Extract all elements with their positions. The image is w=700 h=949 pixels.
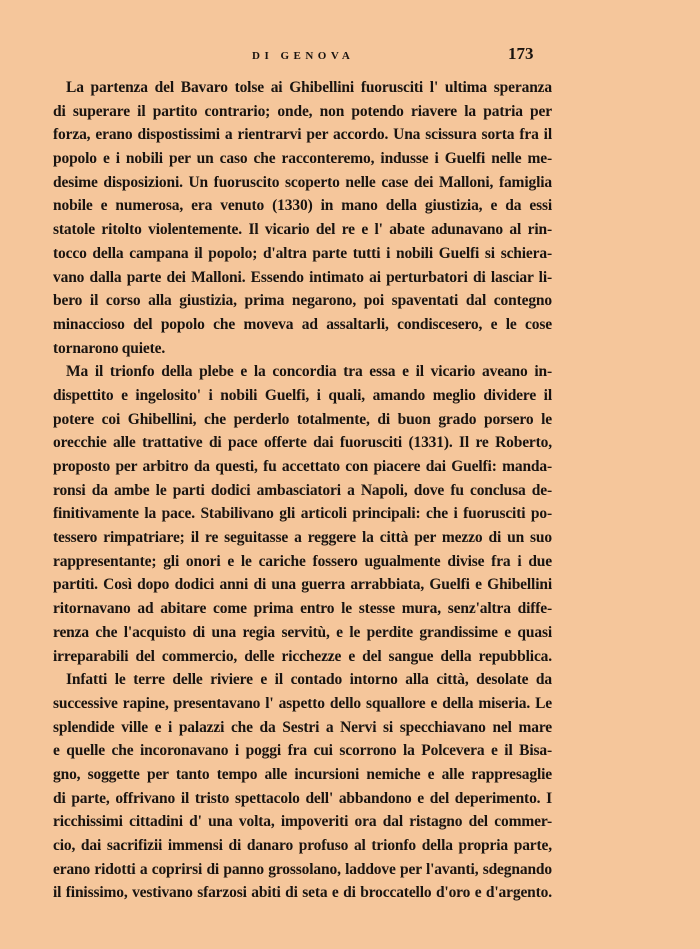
text-line: ronsi da ambe le parti dodici ambasciatori a Napoli, dove fu conclusa de- bbox=[53, 481, 552, 499]
text-line: statole ritolto violentemente. Il vicario del re e l' abate adunavano al rin- bbox=[53, 221, 552, 239]
text-line: ritornavano ad abitare come prima entro le stesse mura, senz'altra diffe- bbox=[53, 600, 552, 618]
text-line: potere coi Ghibellini, che perderlo totalmente, di buon grado porsero le bbox=[53, 410, 552, 428]
text-line: popolo e i nobili per un caso che racconteremo, indusse i Guelfi nelle me- bbox=[53, 150, 552, 168]
text-line: tessero rimpatriare; il re seguitasse a reggere la città per mezzo di un suo bbox=[53, 529, 552, 547]
text-line: bero il corso alla giustizia, prima negarono, poi spaventati dal contegno bbox=[53, 292, 552, 310]
text-line: ricchissimi cittadini d' una volta, impoveriti ora dal ristagno del commer- bbox=[53, 813, 552, 831]
text-line: tornarono quiete. bbox=[53, 339, 166, 357]
text-line: partiti. Così dopo dodici anni di una guerra arrabbiata, Guelfi e Ghibellini bbox=[53, 576, 552, 594]
text-line: splendide ville e i palazzi che da Sestri a Nervi si specchiavano nel mare bbox=[53, 718, 552, 736]
text-line: minaccioso del popolo che moveva ad assaltarli, condiscesero, e le cose bbox=[53, 315, 552, 333]
text-line: proposto per arbitro da questi, fu accettato con piacere dai Guelfi: manda- bbox=[53, 458, 552, 475]
text-line: Infatti le terre delle riviere e il contado intorno alla città, desolate da bbox=[66, 671, 552, 689]
text-line: orecchie alle trattative di pace offerte dai fuorusciti (1331). Il re Roberto, bbox=[53, 434, 552, 452]
text-line: irreparabili del commercio, delle ricchezze e del sangue della repubblica. bbox=[53, 647, 552, 665]
text-line: e quelle che incoronavano i poggi fra cui scorrono la Polcevera e il Bisa- bbox=[53, 742, 552, 760]
running-head bbox=[0, 44, 700, 68]
text-line: nobile e numerosa, era venuto (1330) in mano della giustizia, e da essi bbox=[53, 197, 552, 215]
text-line: gno, soggette per tanto tempo alle incursioni nemiche e alle rappresaglie bbox=[53, 765, 552, 783]
running-title: DI GENOVA bbox=[252, 50, 355, 62]
page-number: 173 bbox=[508, 44, 534, 63]
text-line: dispettito e ingelosito' i nobili Guelfi, i quali, amando meglio dividere il bbox=[53, 386, 552, 404]
text-line: finitivamente la pace. Stabilivano gli articoli principali: che i fuorusciti po- bbox=[53, 505, 552, 523]
text-line: di superare il partito contrario; onde, non potendo riavere la patria per bbox=[53, 102, 552, 120]
text-line: Ma il trionfo della plebe e la concordia tra essa e il vicario aveano in- bbox=[66, 363, 552, 381]
text-line: erano ridotti a coprirsi di panno grossolano, laddove per l'avanti, sdegnando bbox=[53, 860, 552, 878]
text-line: cio, dai sacrifizii immensi di danaro profuso al trionfo della propria parte, bbox=[53, 837, 552, 854]
text-line: il finissimo, vestivano sfarzosi abiti di seta e di broccatello d'oro e d'argento. bbox=[53, 884, 552, 902]
text-line: vano dalla parte dei Malloni. Essendo intimato ai perturbatori di lasciar li- bbox=[53, 268, 552, 286]
text-line: forza, erano dispostissimi a rientrarvi per accordo. Una scissura sorta fra il bbox=[53, 126, 552, 144]
text-line: tocco della campana il popolo; d'altra parte tutti i nobili Guelfi si schiera- bbox=[53, 244, 552, 262]
text-line: di parte, offrivano il tristo spettacolo dell' abbandono e del deperimento. I bbox=[53, 789, 552, 807]
text-line: renza che l'acquisto di una regia servitù, e le perdite grandissime e quasi bbox=[53, 623, 552, 641]
text-line: successive rapine, presentavano l' aspetto dello squallore e della miseria. Le bbox=[53, 694, 552, 712]
body-text bbox=[53, 76, 552, 905]
text-line: desime disposizioni. Un fuoruscito scoperto nelle case dei Malloni, famiglia bbox=[53, 173, 552, 191]
text-line: rappresentante; gli onori e le cariche fossero ugualmente divise fra i due bbox=[53, 552, 552, 570]
text-line: La partenza del Bavaro tolse ai Ghibellini fuorusciti l' ultima speranza bbox=[66, 79, 552, 96]
